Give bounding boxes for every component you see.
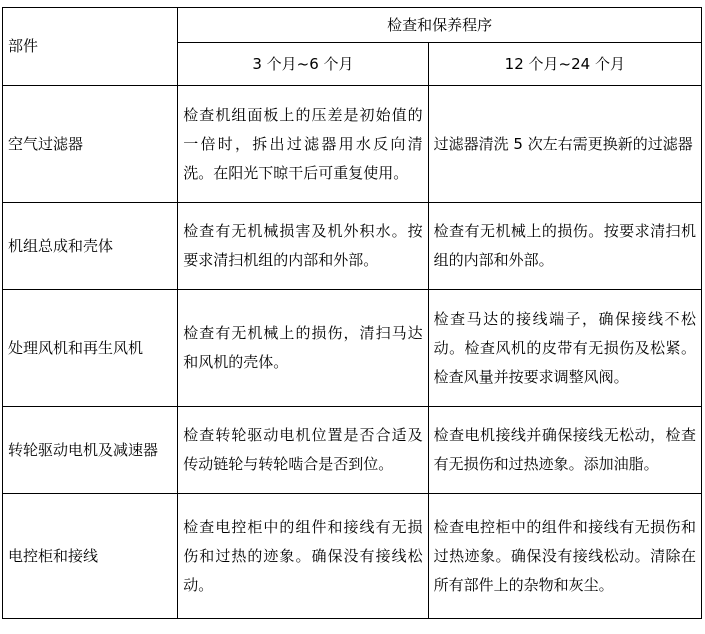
short-interval-cell: 检查机组面板上的压差是初始值的一倍时，拆出过滤器用水反向清洗。在阳光下晾干后可重复使用。 bbox=[178, 86, 428, 203]
part-cell: 机组总成和壳体 bbox=[3, 203, 178, 290]
short-interval-cell: 检查有无机械损害及机外积水。按要求清扫机组的内部和外部。 bbox=[178, 203, 428, 290]
interval-short-header: 3 个月~6 个月 bbox=[178, 43, 428, 86]
short-interval-cell: 检查转轮驱动电机位置是否合适及传动链轮与转轮啮合是否到位。 bbox=[178, 407, 428, 494]
table-row bbox=[3, 290, 702, 407]
long-interval-cell: 检查马达的接线端子，确保接线不松动。检查风机的皮带有无损伤及松紧。检查风量并按要求调整风阀。 bbox=[428, 290, 701, 407]
maintenance-table bbox=[2, 7, 702, 619]
part-cell: 空气过滤器 bbox=[3, 86, 178, 203]
interval-long-header: 12 个月~24 个月 bbox=[428, 43, 701, 86]
procedure-header: 检查和保养程序 bbox=[178, 8, 702, 43]
long-interval-cell: 过滤器清洗 5 次左右需更换新的过滤器 bbox=[428, 86, 701, 203]
short-interval-cell: 检查有无机械上的损伤，清扫马达和风机的壳体。 bbox=[178, 290, 428, 407]
table-row bbox=[3, 203, 702, 290]
part-cell: 转轮驱动电机及减速器 bbox=[3, 407, 178, 494]
long-interval-cell: 检查电控柜中的组件和接线有无损伤和过热迹象。确保没有接线松动。清除在所有部件上的杂物和灰尘。 bbox=[428, 494, 701, 619]
long-interval-cell: 检查电机接线并确保接线无松动，检查有无损伤和过热迹象。添加油脂。 bbox=[428, 407, 701, 494]
long-interval-cell: 检查有无机械上的损伤。按要求清扫机组的内部和外部。 bbox=[428, 203, 701, 290]
part-cell: 电控柜和接线 bbox=[3, 494, 178, 619]
header-row bbox=[3, 8, 702, 43]
table-row bbox=[3, 86, 702, 203]
short-interval-cell: 检查电控柜中的组件和接线有无损伤和过热的迹象。确保没有接线松动。 bbox=[178, 494, 428, 619]
part-header: 部件 bbox=[3, 8, 178, 86]
table-row bbox=[3, 494, 702, 619]
table-row bbox=[3, 407, 702, 494]
part-cell: 处理风机和再生风机 bbox=[3, 290, 178, 407]
